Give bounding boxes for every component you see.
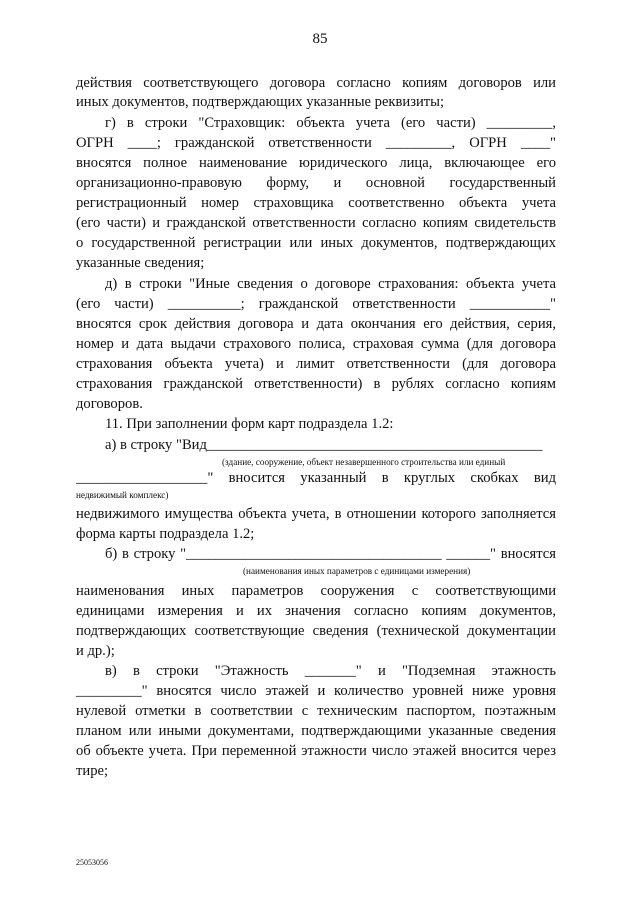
text-line: номер и дата выдачи страхового полиса, страховая сумма (для договора [76,336,556,352]
text-line: регистрационный номер страховщика соответственно объекта учета [76,195,556,211]
text-line: действия соответствующего договора согласно копиям договоров или [76,75,556,91]
text-line: недвижимого имущества объекта учета, в отношении которого заполняется [76,506,556,522]
text-line: вносятся полное наименование юридического лица, включающее его [76,155,556,171]
text-line: (его части) и гражданской ответственности согласно копиям свидетельств [76,215,556,231]
text-line: страхования гражданской ответственности) в рублях согласно копиям [76,376,556,392]
field-caption: недвижимый комплекс) [76,490,169,500]
text-line: наименования иных параметров сооружения с соответствующими [76,583,556,599]
text-line: и др.); [76,643,115,659]
text-line: _________" вносятся число этажей и количество уровней ниже уровня [76,683,556,699]
text-line: единицами измерения и их значения согласно копиям документов, [76,603,556,619]
text-line: в) в строки "Этажность _______" и "Подземная этажность [105,663,556,679]
text-line: договоров. [76,396,143,412]
text-line: об объекте учета. При переменной этажности число этажей вносится через [76,743,556,759]
page-number: 85 [312,31,328,47]
text-line: планом или иными документами, подтверждающими указанные сведения [76,723,556,739]
field-caption: (наименования иных параметров с единицами измерения) [243,566,471,576]
text-line: д) в строки "Иные сведения о договоре страхования: объекта учета [105,276,556,292]
text-line: а) в строку "Вид______________________________________________ [105,437,543,453]
text-line: подтверждающих соответствующие сведения (технической документации [76,623,556,639]
text-line: __________________" вносится указанный в круглых скобках вид [76,470,556,486]
text-line: иных документов, подтверждающих указанные реквизиты; [76,94,445,110]
text-line: о государственной регистрации или иных документов, подтверждающих [76,235,556,251]
document-code: 25053056 [76,858,108,867]
text-line: указанные сведения; [76,255,205,271]
field-caption: (здание, сооружение, объект незавершенного строительства или единый [222,457,506,467]
text-line: организационно-правовую форму, и основной государственный [76,175,556,191]
text-line: б) в строку "___________________________________ ______" вносятся [105,546,556,562]
text-line: форма карты подраздела 1.2; [76,526,255,542]
text-line: 11. При заполнении форм карт подраздела 1.2: [105,416,394,432]
text-line: вносятся срок действия договора и дата окончания его действия, серия, [76,316,556,332]
text-line: (его части) __________; гражданской ответственности ___________" [76,296,556,312]
text-line: нулевой отметки в соответствии с техническим паспортом, поэтажным [76,703,556,719]
text-line: страхования объекта учета) и лимит ответственности (для договора [76,356,556,372]
text-line: ОГРН ____; гражданской ответственности _________, ОГРН ____" [76,135,556,151]
text-line: тире; [76,763,109,779]
text-line: г) в строки "Страховщик: объекта учета (его части) _________, [105,115,556,131]
